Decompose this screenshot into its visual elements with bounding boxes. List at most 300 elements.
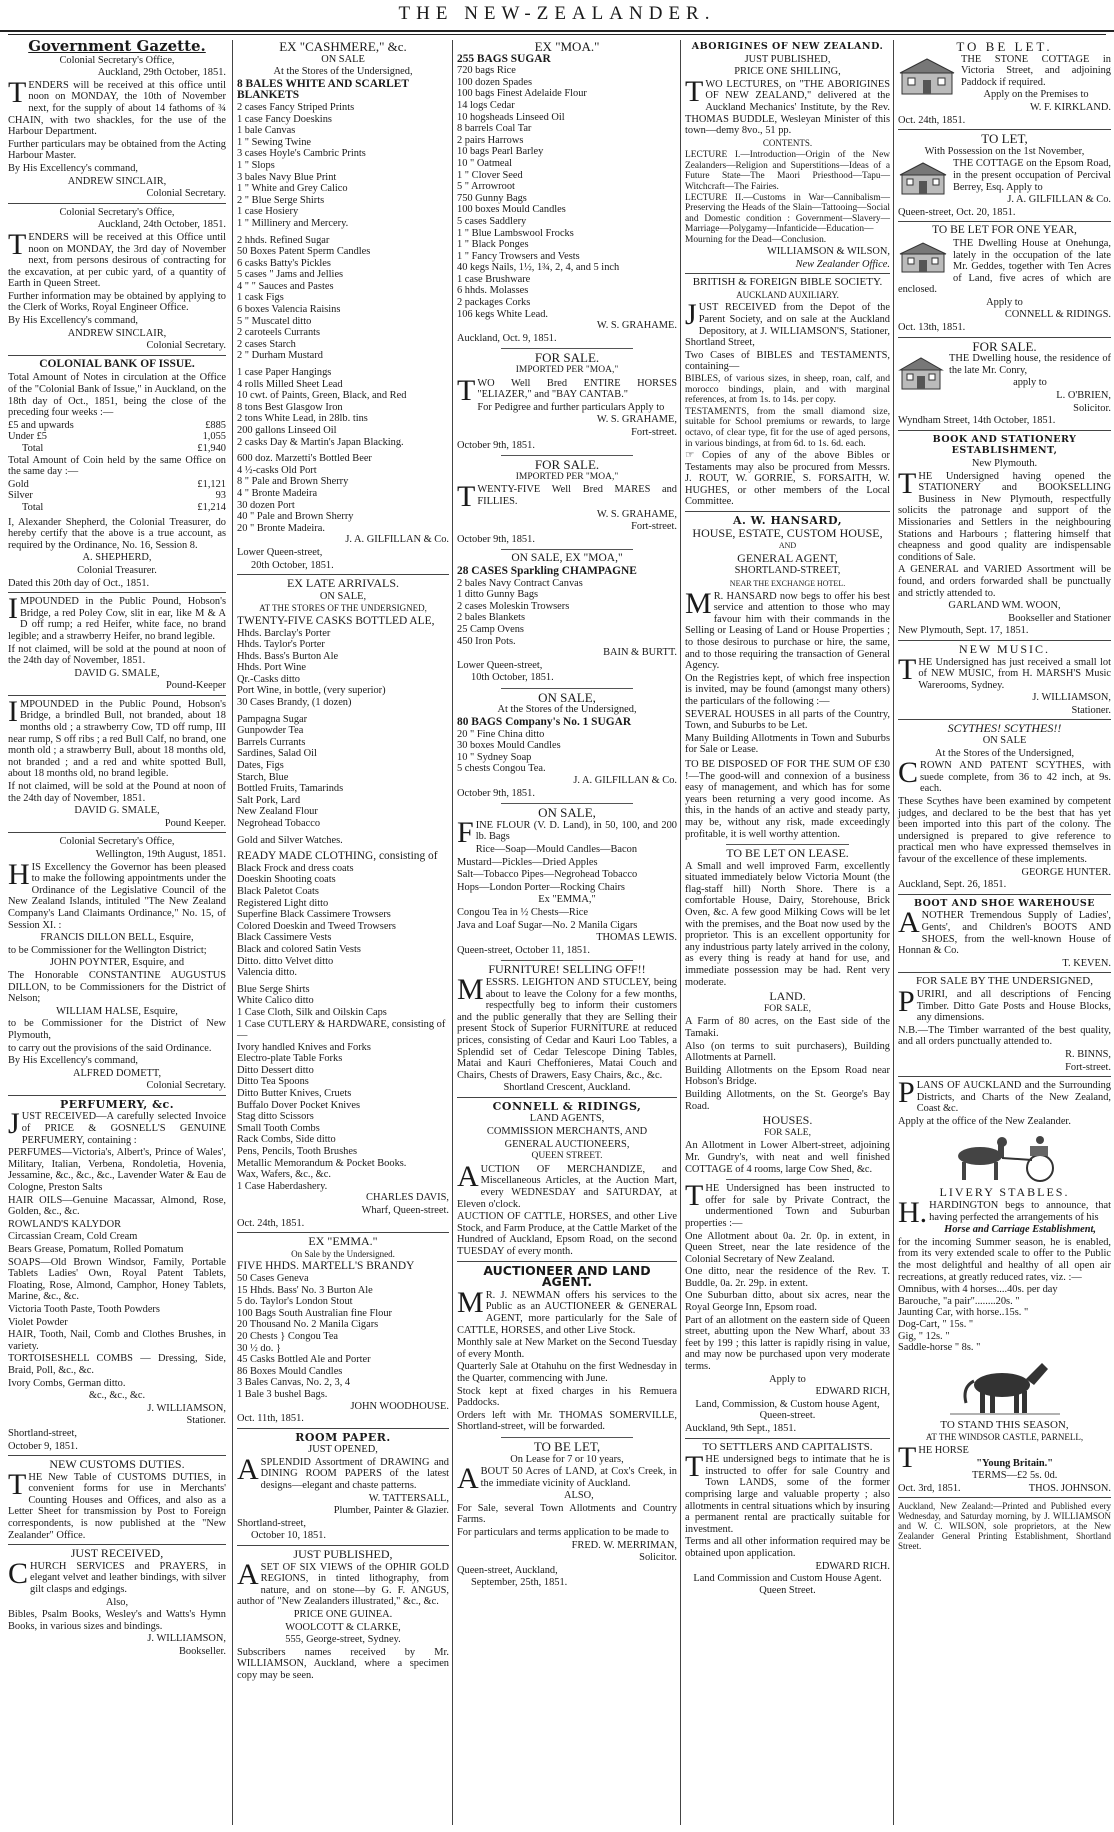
champagne-ad (457, 553, 677, 684)
gazette-title: Government Gazette. (28, 40, 206, 55)
ad-line: SHORTLAND-STREET, (734, 565, 841, 577)
bank-row: Silver 93 (8, 490, 226, 502)
farm-lease-ad (685, 848, 890, 988)
ad-line: ALSO, (563, 1490, 594, 1502)
list-item: Gunpowder Tea (237, 725, 304, 737)
list-item: 4 " Bronte Madeira (237, 487, 318, 499)
carriage-engraving-icon (940, 1130, 1070, 1184)
list-item: 45 Casks Bottled Ale and Porter (237, 1354, 371, 1366)
ad-body: If not claimed, will be sold at the Pound at noon of the 24th day of November, 1851. (8, 781, 226, 804)
ad-body: ASET OF SIX VIEWS of the OPHIR GOLD REGIONS, in tinted lithography, from nature, and on stone—by G. F. ANGUS, author of "New Zealanders illustrated," &c., &c. (237, 1557, 449, 1608)
ad-line: TORTOISESHELL COMBS — Dressing, Side, Braid, Poll, &c., &c. (8, 1353, 226, 1376)
ad-title: ROOM PAPER. (295, 1430, 391, 1444)
ad-body: THE undersigned begs to intimate that he is instructed to offer for sale Country and Town LANDS, some of the former comprising large and valuable property ; also allotments in central situations which by insuring a permanent rental are practically suitable for investment. (685, 1450, 890, 1535)
list-item: Dates, Figs (237, 760, 284, 772)
goods-list (237, 79, 449, 535)
ad-role: Stationer. (186, 1415, 226, 1427)
tender-excavation-ad (8, 207, 226, 352)
ad-signature: ANDREW SINCLAIR, (67, 327, 167, 339)
list-item: Barrels Currants (237, 736, 306, 748)
list-item: 2 cases Fancy Striped Prints (237, 101, 355, 113)
list-item: Electro-plate Table Forks (237, 1053, 343, 1065)
list-item: Wax, Wafers, &c., &c. (237, 1169, 331, 1181)
list-item: New Zealand Flour (237, 806, 318, 818)
list-item: Port Wine, in bottle, (very superior) (237, 685, 386, 697)
ad-signature: W. S. GRAHAME, (596, 414, 677, 426)
list-item: 1 " Millinery and Mercery. (237, 217, 349, 229)
list-item: 1 case Hosiery (237, 206, 299, 218)
list-item: 1 cask Figs (237, 292, 284, 304)
ad-date: October 9th, 1851. (457, 439, 535, 451)
list-item: 4 " " Sauces and Pastes (237, 280, 334, 292)
ad-place: Fort-street. (1065, 1061, 1111, 1073)
ad-body: For particulars and terms application to be made to (457, 1527, 669, 1539)
ad-date: Dated this 20th day of Oct., 1851. (8, 577, 150, 589)
ad-body: THE Undersigned having opened the STATIONERY and BOOKSELLING Business in New Plymouth, respectfully solicits the patronage and support of the Missionaries and Settlers in the neighbouring Stations and Harbours ; flattering himself that cheapness and good quality are indispensable conditions of Sale. (898, 466, 1111, 563)
list-item: 1 " White and Grey Calico (237, 183, 348, 195)
ad-body: CHURCH SERVICES and PRAYERS, in elegant velvet and leather bindings, with silver gilt clasps and edgings. (8, 1556, 226, 1596)
ad-line: New Plymouth. (971, 458, 1038, 469)
list-item: 20 Chests } Congou Tea (237, 1330, 339, 1342)
ad-line: LECTURE I.—Introduction—Origin of the New Zealanders—Religion and Superstitions—Ideas of a Future State—The Maori Priesthood—Tapu—Witchcraft—The Fairies. (685, 150, 890, 192)
ad-body: AUCTION OF MERCHANDIZE, and Miscellaneous Articles, at the Auction Mart, every WEDNESDAY and SATURDAY, at Eleven o'clock. (457, 1159, 677, 1210)
impounded-cow-ad (8, 592, 226, 692)
list-item: Black Frock and dress coats (237, 862, 354, 874)
ad-role: Solicitor. (1073, 402, 1111, 414)
ad-body: TENDERS will be received at this office until noon on MONDAY, the 10th of November next, for the supply of about 14 fathoms of ¾ CHAIN, with two shackles, for the use of the Harbour Department. (8, 75, 226, 138)
list-item: Stag ditto Scissors (237, 1111, 314, 1123)
ad-line: Java and Loaf Sugar—No. 2 Manila Cigars (457, 919, 638, 931)
ad-line: AND (778, 541, 797, 551)
ad-title: EX "EMMA." (308, 1234, 378, 1249)
list-item: 1 ditto Gunny Bags (457, 589, 539, 601)
ad-title: FOR SALE. (534, 350, 600, 366)
late-arrivals-ad (237, 578, 449, 1229)
ad-body: One Allotment about 0a. 2r. 0p. in extent, in Queen Street, near the late residence of the Colonial Secretary of New Zealand. (685, 1230, 890, 1265)
ad-footer: Oct. 3rd, 1851. THOS. JOHNSON. (898, 1482, 1111, 1494)
ad-line: Bears Grease, Pomatum, Rolled Pomatum (8, 1244, 184, 1255)
goods-list (237, 616, 449, 1193)
list-item: Hhds. Taylor's Porter (237, 639, 325, 651)
ad-line: QUEEN STREET. (531, 1151, 603, 1162)
ad-line: Ivory Combs, German ditto. (8, 1377, 126, 1389)
ad-title: NEW CUSTOMS DUTIES. (49, 1457, 185, 1472)
private-contract-ad (685, 1179, 890, 1434)
ad-title: CONNELL & RIDINGS, (492, 1099, 642, 1113)
ad-place: Lower Queen-street, (237, 546, 323, 558)
ad-role: Colonial Secretary. (146, 188, 226, 200)
ad-body: BIBLES, of various sizes, in sheep, roan, calf, and morocco bindings, plain, and with marginal references, at from 1s. to 14s. per copy. (685, 372, 890, 406)
ad-role: Plumber, Painter & Glazier. (333, 1505, 449, 1517)
ophir-views-ad (237, 1549, 449, 1682)
ad-line: SOAPS—Old Brown Windsor, Family, Portable Tablets Ladies' Own, Royal Patent Tablets, Floating, Rose, Almond, Camphor, Honey Tablets, Marine, &c., &c. (8, 1256, 226, 1303)
livery-stables-ad (898, 1130, 1111, 1353)
ad-signature: ANDREW SINCLAIR, (67, 175, 167, 187)
ad-date: Oct. 24th, 1851. (237, 1217, 305, 1229)
ad-role: Pound Keeper. (164, 817, 226, 829)
ad-title: PERFUMERY, &c. (59, 1097, 175, 1111)
ad-body: TO BE DISPOSED OF FOR THE SUM OF £30 !—The good-will and connexion of a business easy of management, and which has for some years been returning a very good income. As this, in the hands of an active and steady party, may be, without any risk, made exceedingly profitable, it is well worthy attention. (685, 758, 890, 840)
newman-ad (457, 1262, 677, 1433)
bank-of-issue-ad (8, 359, 226, 589)
ad-body: PURIRI, and all descriptions of Fencing Timber. Ditto Gate Posts and House Blocks, any dimensions. (898, 984, 1111, 1024)
list-item: 200 gallons Linseed Oil (237, 425, 337, 436)
ad-signature: ALFRED DOMETT, (72, 1067, 162, 1079)
list-item: 30 dozen Port (237, 499, 295, 511)
ad-line: &c., &c., &c. (88, 1390, 146, 1402)
ad-place: Shortland-street, (8, 1427, 77, 1439)
ad-title: NEW MUSIC. (958, 641, 1051, 656)
ad-signature: JOHN WOODHOUSE. (350, 1400, 449, 1412)
list-item: Dog-Cart, " 15s. " (898, 1319, 974, 1330)
ad-signature: EDWARD RICH. (815, 1560, 890, 1572)
ad-line: IMPORTED PER "MOA," (515, 471, 619, 482)
ad-line: ON SALE (982, 735, 1027, 747)
ad-title: BOOT AND SHOE WAREHOUSE (913, 897, 1096, 909)
ad-date: Auckland, 9th Sept., 1851. (685, 1423, 797, 1434)
ad-title: TO BE LET, (533, 1438, 601, 1454)
ad-body: MR. HANSARD now begs to offer his best service and attention to those who may favour him with their commands in the Selling or Leasing of Land or House Properties ; to those desirous to purchase or hire, the same, and to those requiring the transaction of General Agency. (685, 586, 890, 672)
ad-signature: A. SHEPHERD, (82, 552, 152, 564)
ad-role: Stationer. (1071, 704, 1111, 716)
ad-signature: DAVID G. SMALE, (74, 805, 160, 817)
list-item: 80 BAGS Company's No. 1 SUGAR (457, 716, 632, 729)
connell-ridings-ad (457, 1101, 677, 1258)
stone-cottage-ad (898, 41, 1111, 126)
list-item: Gold and Silver Watches. (237, 834, 343, 846)
list-item: Saddle-horse " 8s. " (898, 1342, 981, 1354)
aborigines-ad (685, 41, 890, 270)
ad-signature: J. WILLIAMSON, (1032, 692, 1111, 704)
list-item: 40 kegs Nails, 1½, 1¾, 2, 4, and 5 inch (457, 262, 620, 274)
ad-title: JUST RECEIVED, (70, 1546, 164, 1561)
ad-date: 10th October, 1851. (471, 672, 554, 684)
ad-title: FOR SALE. (534, 457, 600, 473)
house-engraving-icon (898, 160, 948, 200)
ad-date: October 9th, 1851. (457, 533, 535, 545)
ad-person: FRANCIS DILLON BELL, Esquire, (40, 932, 194, 944)
list-item: Barouche, "a pair"........20s. " (898, 1295, 1020, 1307)
ad-date: New Plymouth, Sept. 17, 1851. (898, 625, 1029, 637)
ad-body: One Suburban ditto, about six acres, near the Royal George Inn, Epsom road. (685, 1290, 890, 1314)
ad-body: Part of an allotment on the eastern side of Queen street, abutting upon the New Wharf, about 33 feet by 199 ; this latter is rapidly rising in value, and may now be purchased upon very moderate terms. (685, 1314, 890, 1373)
ad-line: JUST PUBLISHED, (744, 53, 831, 65)
cashmere-ad (237, 41, 449, 571)
ad-date: 20th October, 1851. (251, 559, 334, 571)
list-item: 1 Bale 3 bushel Bags. (237, 1388, 328, 1400)
list-item: Pampagna Sugar (237, 713, 308, 725)
ad-price: TERMS—£2 5s. 0d. (971, 1470, 1058, 1482)
goods-list (457, 717, 677, 775)
ad-line: Salt—Tobacco Pipes—Negrohead Tobacco (457, 869, 638, 881)
ad-body: Quarterly Sale at Otahuhu on the first Wednesday in the Quarter, commencing with June. (457, 1361, 677, 1384)
ad-line: FOR SALE, (764, 1127, 811, 1138)
list-item: Black Paletot Coats (237, 885, 319, 897)
ad-signature: WOOLCOTT & CLARKE, (285, 1621, 401, 1633)
ad-body: Subscribers names received by Mr. WILLIAMSON, Auckland, where a specimen copy may be seen. (237, 1646, 449, 1681)
ad-signature: J. WILLIAMSON, (147, 1402, 226, 1414)
list-item: READY MADE CLOTHING, consisting of (237, 850, 438, 863)
ad-price: PRICE ONE GUINEA. (293, 1609, 393, 1620)
houses-sale-ad (685, 1115, 890, 1175)
ad-line: IMPORTED PER "MOA," (515, 365, 619, 376)
ad-body: THE STONE COTTAGE in Victoria Street, and adjoining Paddock if required. (961, 53, 1111, 88)
column-3 (452, 40, 681, 1825)
list-item: 1 " Black Ponges (457, 239, 529, 251)
perfumery-ad (8, 1099, 226, 1452)
ad-body: Total Amount of Coin held by the same Office on the same day :— (8, 454, 226, 478)
list-item: 106 kegs White Lead. (457, 308, 548, 320)
list-item: 20 Thousand No. 2 Manila Cigars (237, 1319, 379, 1331)
list-item: Qr.-Casks ditto (237, 673, 300, 685)
list-item: 100 dozen Spades (457, 76, 533, 88)
ad-signature: W. F. KIRKLAND. (1029, 101, 1111, 113)
ad-body: Further particulars may be obtained from the Acting Harbour Master. (8, 138, 226, 162)
ad-role: New Zealander Office. (795, 258, 890, 270)
house-engraving-icon (898, 355, 944, 395)
list-item: 100 Bags South Australian fine Flour (237, 1307, 392, 1319)
list-item: Omnibus, with 4 horses....40s. per day (898, 1284, 1058, 1296)
ad-signature: DAVID G. SMALE, (74, 667, 160, 679)
list-item: Buffalo Dover Pocket Knives (237, 1099, 361, 1111)
list-item: 1 Case CUTLERY & HARDWARE, consisting of— (237, 1018, 446, 1042)
ad-line: GENERAL AGENT, (737, 550, 838, 565)
ad-signature: J. A. GILFILLAN & Co. (345, 534, 449, 546)
ad-body: PLANS OF AUCKLAND and the Surrounding Districts, and Charts of the New Zealand, Coast &c. (898, 1076, 1111, 1115)
list-item: 6 hhds. Molasses (457, 285, 529, 297)
ad-title: LIVERY STABLES. (939, 1185, 1070, 1200)
ad-body: for the incoming Summer season, he is enabled, from its very extended scale to offer to the Public the most delightful and healthy of all open air recreations, at greatly reduced rates, viz. :— (898, 1236, 1111, 1283)
list-item: 2 bales Navy Contract Canvas (457, 577, 583, 589)
list-item: 8 barrels Coal Tar (457, 123, 532, 135)
ad-signature: L. O'BRIEN, (1056, 390, 1111, 402)
list-item: TWENTY-FIVE CASKS BOTTLED ALE, (237, 614, 435, 627)
list-item: 2 packages Corks (457, 297, 531, 309)
ad-body: AUCTION OF CATTLE, HORSES, and other Live Stock, and Farm Produce, at the Cattle Market of the Hundred of Auckland, Epsom Road, on the second TUESDAY of every month. (457, 1211, 677, 1257)
list-item: Doeskin Shooting coats (237, 874, 336, 886)
list-item: 4 rolls Milled Sheet Lead (237, 378, 343, 390)
ad-body: H.HARDINGTON begs to announce, that having perfected the arrangements of his (898, 1196, 1111, 1230)
furniture-ad (457, 964, 677, 1094)
ad-body: TWO LECTURES, on "THE ABORIGINES OF NEW ZEALAND," delivered at the Auckland Mechanics' Institute, by the Rev. THOMAS BUDDLE, Wesleyan Minister of this town—demy 8vo., 51 pp. (685, 74, 890, 137)
ad-line: At the Stores of the Undersigned, (497, 704, 637, 716)
list-item: 1 " Fancy Trowsers and Vests (457, 250, 580, 262)
onehunga-house-ad (898, 225, 1111, 333)
ad-date: Auckland, 29th October, 1851. (97, 67, 226, 79)
list-item: Ditto Butter Knives, Cruets (237, 1088, 352, 1100)
list-item: Gig, " 12s. " (898, 1330, 950, 1342)
list-item: 10 hogsheads Linseed Oil (457, 111, 565, 123)
ad-body: Apply on the Premises to (983, 89, 1089, 101)
list-item: Salt Pork, Lard (237, 794, 301, 806)
ad-body: For Sale, several Town Allotments and Country Farms. (457, 1502, 677, 1526)
ad-line: Circassian Cream, Cold Cream (8, 1231, 138, 1243)
ad-line: With Possession on the 1st November, (924, 145, 1085, 157)
scythes-ad (898, 723, 1111, 890)
list-item: 1 case Paper Hangings (237, 367, 332, 379)
bank-row: Gold £1,121 (8, 478, 226, 490)
conry-house-ad (898, 338, 1111, 427)
rates-list (898, 1284, 1111, 1354)
ad-line: Rice—Soap—Mould Candles—Bacon (475, 844, 638, 855)
list-item: Blue Serge Shirts (237, 983, 310, 995)
ad-place: Wharf, Queen-street. (361, 1205, 449, 1216)
ad-body: I, Alexander Shepherd, the Colonial Treasurer, do hereby certify that the above is a true account, as required by the Ordinance, No. 16, Session 8. (8, 516, 226, 551)
ad-date: September, 25th, 1851. (471, 1577, 568, 1589)
settlers-ad (685, 1442, 890, 1597)
list-item: 14 logs Cedar (457, 99, 515, 111)
list-item: 1 case Brushware (457, 273, 531, 285)
ad-place: Fort-street. (631, 427, 677, 438)
ad-person: JOHN POYNTER, Esquire, and (49, 957, 185, 969)
column-2 (232, 40, 453, 1825)
ad-person: WILLIAM HALSE, Esquire, (56, 1005, 178, 1017)
ad-line: ON SALE, (319, 590, 367, 602)
ad-title: BRITISH & FOREIGN BIBLE SOCIETY. (692, 276, 883, 289)
moa-ad (457, 41, 677, 344)
timber-ad (898, 976, 1111, 1073)
list-item: 600 doz. Marzetti's Bottled Beer (237, 453, 372, 465)
bank-row: £5 and upwards £885 (8, 419, 226, 431)
list-item: 2 cases Starch (237, 338, 296, 350)
list-item: 10 " Oatmeal (457, 157, 513, 169)
ad-line: AT THE WINDSOR CASTLE, PARNELL, (925, 1432, 1084, 1443)
ad-body: A Small and well improved Farm, excellently situated immediately below Victoria Mount (the flag-staff hill) North Shore. There is a comfortable House, Dairy, Storehouse, Brick Oven, &c. A few good Milking Cows will be let with the premises, and the Boat now used by the proprietor. This is an excellent opportunity for any industrious party lately arrived in the colony, as every thing is ready at hand for use, and immediate possession may be had. Rent very moderate. (685, 860, 890, 988)
ad-body: Two Cases of BIBLES and TESTAMENTS, containing— (685, 349, 890, 373)
ad-body: Bibles, Psalm Books, Wesley's and Watts's Hymn Books, in various sizes and bindings. (8, 1609, 226, 1632)
ad-body: JUST RECEIVED from the Depot of the Parent Society, and on sale at the Auckland Depository, at J. WILLIAMSON'S, Stationer, Shortland Street, (685, 298, 890, 349)
ad-signature: J. A. GILFILLAN & Co. (573, 775, 677, 787)
ad-title: ON SALE, (538, 689, 596, 705)
ad-body: CROWN AND PATENT SCYTHES, with suede complete, from 36 to 42 inch, at 9s. each. (898, 756, 1111, 795)
ad-title: TO BE LET ON LEASE. (726, 846, 849, 861)
list-item: Rack Combs, Side ditto (237, 1134, 336, 1146)
stud-horse-ad (898, 1357, 1111, 1495)
list-item: 1 bale Canvas (237, 125, 296, 137)
ad-body: TESTAMENTS, from the small diamond size, suitable for School premiums or rewards, to large octavo, of clear type, fit for the use of aged persons, in various bindings, at from 6d. to 1s. 6d. each. (685, 405, 890, 449)
ad-line: Horse and Carriage Establishment, (944, 1224, 1097, 1236)
ad-signature: R. BINNS, (1065, 1048, 1111, 1060)
ad-line: HOUSE, ESTATE, CUSTOM HOUSE, (692, 525, 883, 540)
list-item: 100 bags Finest Adelaide Flour (457, 88, 587, 100)
ad-by: By His Excellency's command, (8, 162, 138, 174)
ad-title: EX LATE ARRIVALS. (286, 576, 400, 591)
ad-role: Land, Commission, & Custom house Agent, Queen-street. (695, 1398, 880, 1422)
ad-signature: BAIN & BURTT. (603, 647, 677, 659)
ad-line: COMMISSION MERCHANTS, AND (486, 1126, 648, 1138)
ad-body: MESSRS. LEIGHTON AND STUCLEY, being about to leave the Colony for a few months, respectfully beg to inform their customers and the public generally that they are Selling their present Stock of Superior FURNITURE at reduced prices, consisting of Cedar and Kauri Loo Tables, a Splendid set of Cedar Telescope Dining Tables, Matai and Kauri Cheffonieres, Matai Couch and Chairs, Chests of Drawers, Easy Chairs, &c., &c. (457, 972, 677, 1081)
ad-body: Apply at the office of the New Zealander. (898, 1115, 1071, 1127)
ad-role: Colonial Treasurer. (77, 564, 157, 576)
ad-place: Queen-street, Auckland, (457, 1564, 558, 1576)
list-item: 50 Cases Geneva (237, 1272, 309, 1284)
ad-body: N.B.—The Timber warranted of the best quality, and all orders punctually attended to. (898, 1024, 1111, 1048)
list-item: Small Tooth Combs (237, 1122, 320, 1134)
list-item: 25 Camp Ovens (457, 623, 524, 635)
list-item: 50 Boxes Patent Sperm Candles (237, 246, 371, 258)
ad-title: JUST PUBLISHED, (293, 1547, 393, 1562)
ad-signature: J. WILLIAMSON, (147, 1633, 226, 1645)
list-item: Ivory handled Knives and Forks (237, 1041, 371, 1053)
list-item: 3 cases Hoyle's Cambric Prints (237, 148, 366, 160)
ad-line: Victoria Tooth Paste, Tooth Powders (8, 1303, 160, 1315)
ad-place: Lower Queen-street, (457, 659, 543, 671)
ad-role: Pound-Keeper (165, 680, 226, 692)
ad-line: Congou Tea in ½ Chests—Rice (457, 906, 588, 918)
ad-price: PRICE ONE SHILLING, (734, 66, 841, 78)
plans-ad (898, 1076, 1111, 1127)
house-engraving-icon (898, 240, 948, 278)
ad-body: Orders left with Mr. THOMAS SOMERVILLE, Shortland-street, will be forwarded. (457, 1409, 677, 1433)
ad-signature: W. TATTERSALL, (368, 1492, 449, 1504)
ad-body: THE Dwelling House at Onehunga, lately in the occupation of the late Mr. Geddes, together with Ten Acres of Land, five acres of which are enclosed. (898, 237, 1111, 296)
impounded-bull-ad (8, 694, 226, 830)
ad-signature: WILLIAMSON & WILSON, (766, 246, 890, 257)
column-5 (893, 40, 1114, 1825)
ad-body: Building Allotments on the Epsom Road near Hobson's Bridge. (685, 1064, 890, 1088)
bible-society-ad (685, 277, 890, 508)
stationery-establishment-ad (898, 434, 1111, 637)
list-item: Ditto Tea Spoons (237, 1076, 309, 1088)
list-item: 1 Case Cloth, Silk and Oilskin Caps (237, 1006, 387, 1018)
ad-line: On Sale by the Undersigned. (291, 1248, 395, 1259)
house-engraving-icon (898, 56, 956, 100)
ad-office: Colonial Secretary's Office, (59, 206, 175, 218)
ad-date: October 10, 1851. (251, 1530, 327, 1542)
ad-line: apply to (1013, 377, 1047, 389)
ad-date: Auckland, Sept. 26, 1851. (898, 879, 1007, 891)
ad-date: October 9, 1851. (8, 1440, 78, 1452)
ad-place: Shortland-street, (237, 1517, 306, 1529)
list-item: 86 Boxes Mould Candles (237, 1365, 343, 1377)
goods-list (457, 54, 677, 321)
ad-body: ASPLENDID Assortment of DRAWING and DINING ROOM PAPERS of the latest designs—elegant and chaste patterns. (237, 1452, 449, 1492)
ad-body: A GENERAL and VARIED Assortment will be found, and orders forwarded shall be punctually and strictly attended to. (898, 564, 1111, 599)
ad-body: Also (on terms to suit purchasers), Building Allotments at Parnell. (685, 1040, 890, 1064)
ad-body: Many Building Allotments in Town and Suburbs for Sale or Lease. (685, 732, 890, 756)
ad-date: Oct. 24th, 1851. (898, 114, 966, 126)
ad-line: Apply to (769, 1373, 806, 1385)
list-item: 5 do. Taylor's London Stout (237, 1296, 353, 1308)
ad-line: GENERAL AUCTIONEERS, (504, 1138, 630, 1150)
list-item: 30 boxes Mould Candles (457, 740, 561, 752)
ad-title: TO BE LET. (956, 40, 1053, 54)
ad-line: Also, (105, 1596, 129, 1608)
list-item: 10 " Sydney Soap (457, 751, 532, 763)
ad-signature: FRED. W. MERRIMAN, (571, 1539, 677, 1551)
list-item: 100 boxes Mould Candles (457, 204, 566, 216)
ad-signature: CONNELL & RIDINGS. (1004, 309, 1111, 321)
ad-line: HAIR, Tooth, Nail, Comb and Clothes Brushes, in variety. (8, 1329, 226, 1352)
ad-title: EX "CASHMERE," &c. (279, 40, 407, 54)
ad-body: THE COTTAGE on the Epsom Road, in the present occupation of Percival Berrey, Esq. Apply to (953, 158, 1111, 193)
ad-line: AT THE STORES OF THE UNDERSIGNED, (259, 603, 427, 614)
ad-line: ROWLAND'S KALYDOR (8, 1218, 122, 1230)
list-item: 10 cwt. of Paints, Green, Black, and Red (237, 390, 407, 402)
bank-total: Total £1,214 (22, 501, 226, 513)
ad-body: THE New Table of CUSTOMS DUTIES, in convenient forms for use in Merchants' Counting Houses and Offices, and also as a Letter Sheet for transmission by Post to Foreign correspondents, is now published at the "New Zealander" Office. (8, 1467, 226, 1541)
ad-line: On Lease for 7 or 10 years, (510, 1453, 624, 1465)
appointments-ad (8, 836, 226, 1091)
ad-line: ON SALE (321, 53, 365, 65)
ad-title: FURNITURE! SELLING OFF!! (488, 962, 646, 977)
ad-date: Queen-street, October 11, 1851. (457, 944, 590, 956)
list-item: 5 chests Congou Tea. (457, 763, 546, 775)
list-item: Hhds. Bass's Burton Ale (237, 650, 339, 662)
ad-signature: CHARLES DAVIS, (366, 1192, 449, 1204)
list-item: 5 cases Saddlery (457, 215, 527, 227)
list-item: 8 tons Best Glasgow Iron (237, 401, 343, 413)
